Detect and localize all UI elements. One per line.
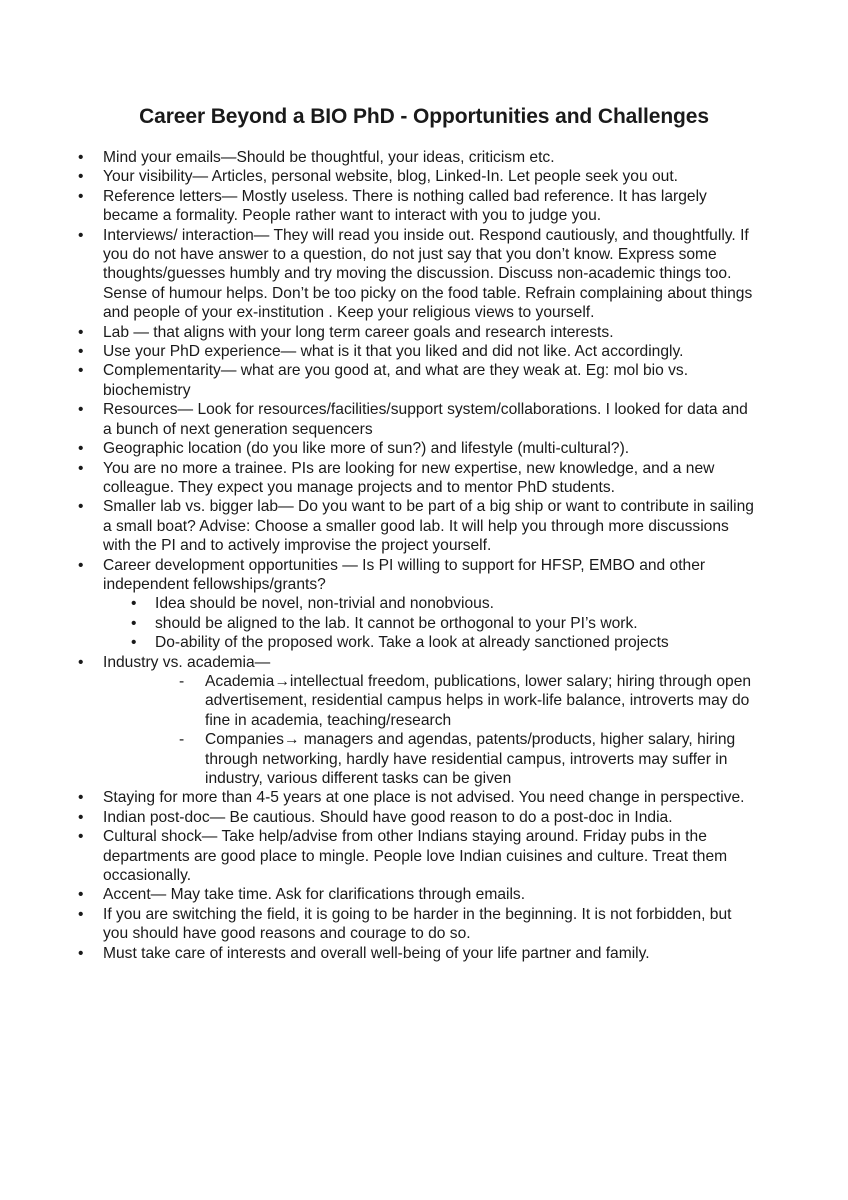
bullet-icon: • bbox=[131, 634, 137, 652]
bullet-icon: • bbox=[131, 595, 137, 613]
list-item bbox=[78, 497, 758, 555]
list-item-text: Cultural shock— Take help/advise from other Indians staying around. Friday pubs in the departments are good place to mingle. People love Indian cuisines and culture. Treat them occasionally. bbox=[103, 828, 728, 885]
list-item bbox=[78, 653, 758, 789]
list-item-text: Smaller lab vs. bigger lab— Do you want to be part of a big ship or want to contribute in sailing a small boat? Advise: Choose a smaller good lab. It will help you through more discussions with the PI and to actively improvise the project yourself. bbox=[103, 498, 754, 555]
bullet-icon: • bbox=[78, 459, 84, 477]
bullet-icon: • bbox=[78, 653, 84, 671]
bullet-icon: • bbox=[78, 440, 84, 458]
sub-list bbox=[103, 672, 758, 788]
bullet-list bbox=[78, 148, 758, 963]
list-item bbox=[78, 226, 758, 323]
list-item bbox=[78, 148, 758, 167]
sub-list-item-text: should be aligned to the lab. It cannot be orthogonal to your PI’s work. bbox=[155, 614, 638, 632]
bullet-icon: • bbox=[78, 498, 84, 516]
list-item bbox=[78, 459, 758, 498]
list-item-text: Reference letters— Mostly useless. There is nothing called bad reference. It has largely became a formality. People rather want to interact with you to judge you. bbox=[103, 187, 707, 225]
bullet-icon: • bbox=[78, 226, 84, 244]
bullet-icon: • bbox=[78, 905, 84, 923]
sub-list-item-text: Do-ability of the proposed work. Take a look at already sanctioned projects bbox=[155, 634, 669, 652]
list-item bbox=[78, 361, 758, 400]
list-item bbox=[78, 905, 758, 944]
list-item bbox=[78, 944, 758, 963]
list-item bbox=[78, 167, 758, 186]
list-item-text: Mind your emails—Should be thoughtful, your ideas, criticism etc. bbox=[103, 149, 555, 166]
sub-list-item bbox=[103, 633, 758, 652]
list-item-text: Your visibility— Articles, personal website, blog, Linked-In. Let people seek you out. bbox=[103, 168, 678, 186]
bullet-icon: • bbox=[78, 556, 84, 574]
sub-list-item bbox=[103, 672, 758, 730]
sub-list-item bbox=[103, 614, 758, 633]
list-item bbox=[78, 808, 758, 827]
sub-list-item-text: Companies→ managers and agendas, patents/products, higher salary, hiring through networking, hardly have residential campus, introverts may suffer in industry, various different tasks can be given bbox=[205, 731, 736, 787]
list-item-text: Use your PhD experience— what is it that you liked and did not like. Act accordingly. bbox=[103, 343, 684, 361]
list-item bbox=[78, 556, 758, 653]
bullet-icon: • bbox=[78, 944, 84, 962]
bullet-icon: • bbox=[78, 187, 84, 205]
bullet-icon: • bbox=[78, 323, 84, 341]
dash-icon: - bbox=[179, 731, 185, 749]
bullet-icon: • bbox=[78, 362, 84, 380]
sub-list-item bbox=[103, 730, 758, 788]
list-item bbox=[78, 439, 758, 458]
bullet-icon: • bbox=[78, 808, 84, 826]
dash-icon: - bbox=[179, 672, 185, 690]
bullet-icon: • bbox=[78, 828, 84, 846]
bullet-icon: • bbox=[131, 614, 137, 632]
list-item-text: Industry vs. academia— bbox=[103, 653, 271, 671]
list-item bbox=[78, 400, 758, 439]
list-item-text: Lab — that aligns with your long term career goals and research interests. bbox=[103, 323, 614, 341]
list-item-text: Must take care of interests and overall well-being of your life partner and family. bbox=[103, 944, 650, 962]
sub-list-item bbox=[103, 594, 758, 613]
list-item bbox=[78, 342, 758, 361]
list-item-text: Accent— May take time. Ask for clarifications through emails. bbox=[103, 886, 526, 904]
list-item bbox=[78, 885, 758, 904]
bullet-icon: • bbox=[78, 886, 84, 904]
list-item-text: Complementarity— what are you good at, and what are they weak at. Eg: mol bio vs. biochemistry bbox=[103, 362, 689, 399]
list-item bbox=[78, 788, 758, 807]
page-title: Career Beyond a BIO PhD - Opportunities and Challenges bbox=[139, 105, 709, 128]
list-item bbox=[78, 827, 758, 885]
sub-list-item-text: Academia→intellectual freedom, publications, lower salary; hiring through open advertisement, residential campus helps in work-life balance, introverts may do fine in academia, teaching/research bbox=[205, 672, 752, 729]
sub-list bbox=[103, 594, 758, 652]
list-item bbox=[78, 187, 758, 226]
list-item-text: Geographic location (do you like more of sun?) and lifestyle (multi-cultural?). bbox=[103, 440, 630, 458]
list-item-text: Staying for more than 4-5 years at one place is not advised. You need change in perspective. bbox=[103, 789, 745, 807]
bullet-icon: • bbox=[78, 149, 84, 166]
list-item-text: You are no more a trainee. PIs are looking for new expertise, new knowledge, and a new colleague. They expect you manage projects and to mentor PhD students. bbox=[103, 459, 715, 496]
bullet-icon: • bbox=[78, 168, 84, 186]
list-item-text: Resources— Look for resources/facilities/support system/collaborations. I looked for data and a bunch of next generation sequencers bbox=[103, 401, 748, 438]
list-item-text: Interviews/ interaction— They will read you inside out. Respond cautiously, and thoughtfully. If you do not have answer to a question, do not just say that you don’t know. Express some thoughts/guesses humbly and try moving the discussion. Discuss non-academic things too. Sense of humour helps. Don’t be too picky on the food table. Refrain complaining about things and people of your ex-institution . Keep your religious views to yourself. bbox=[103, 226, 753, 322]
list-item bbox=[78, 323, 758, 342]
bullet-icon: • bbox=[78, 789, 84, 807]
list-item-text: If you are switching the field, it is going to be harder in the beginning. It is not forbidden, but you should have good reasons and courage to do so. bbox=[103, 905, 732, 943]
bullet-icon: • bbox=[78, 401, 84, 419]
list-item-text: Career development opportunities — Is PI willing to support for HFSP, EMBO and other independent fellowships/grants? bbox=[103, 556, 706, 593]
sub-list-item-text: Idea should be novel, non-trivial and nonobvious. bbox=[155, 595, 494, 613]
bullet-icon: • bbox=[78, 343, 84, 361]
list-item-text: Indian post-doc— Be cautious. Should have good reason to do a post-doc in India. bbox=[103, 808, 673, 826]
